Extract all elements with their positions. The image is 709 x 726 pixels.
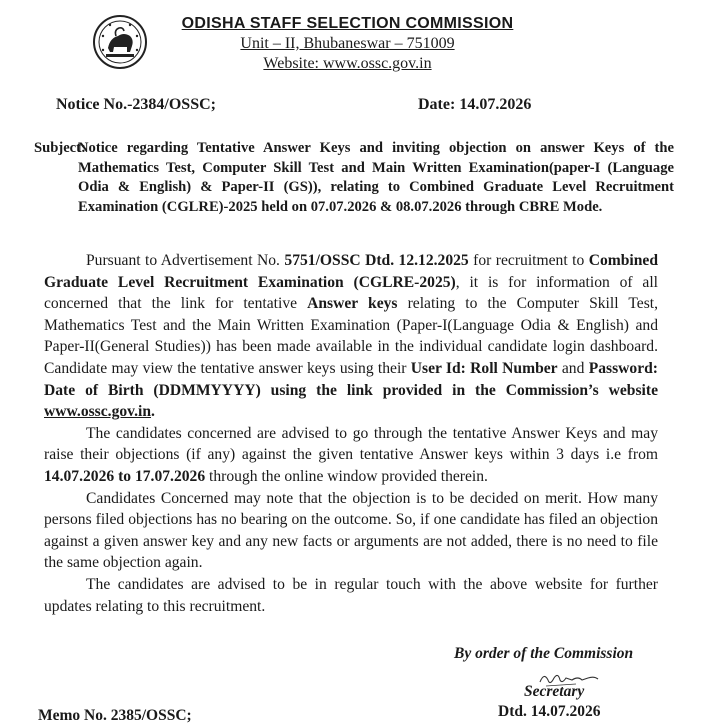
advertisement-reference: 5751/OSSC Dtd. 12.12.2025 [284, 252, 469, 269]
para2-text-1: The candidates concerned are advised to go through the tentative Answer Keys and may raise their objections (if any) against the given tentative Answer keys within 3 days i.e from [44, 424, 658, 464]
para1-text-5: and [557, 359, 589, 377]
answer-keys-term: Answer keys [307, 295, 398, 313]
paragraph-2 [44, 423, 658, 488]
user-id-instruction: User Id: Roll Number [410, 359, 558, 377]
memo-date: Dtd. 14.07.2026 [498, 703, 601, 720]
website-link[interactable]: www.ossc.gov.in [44, 403, 152, 421]
para1-period: . [151, 403, 155, 421]
password-instruction: Password: Date of Birth (DDMMYYYY) using the link provided in the Commission’s website [44, 359, 658, 399]
by-order-line: By order of the Commission [454, 645, 634, 662]
organisation-website[interactable]: Website: www.ossc.gov.in [263, 55, 432, 72]
organisation-name: ODISHA STAFF SELECTION COMMISSION [181, 15, 514, 32]
para1-text-3: , it is for information of all concerned that the link for tentative [44, 273, 658, 313]
para1-text-1: Pursuant to Advertisement No. [86, 252, 285, 269]
paragraph-1 [44, 250, 658, 423]
para2-text-2: through the online window provided therein. [205, 467, 488, 485]
designation: Secretary [524, 683, 585, 700]
memo-number: Memo No. 2385/OSSC; [38, 707, 192, 724]
subject-text: Notice regarding Tentative Answer Keys and inviting objection on answer Keys of the Mathematics Test, Computer Skill Test and Main Written Examination(paper-I (Language Odia & English) & Paper-II (GS)), relating to Combined Graduate Level Recruitment Examination (CGLRE)-2025 held on 07.07.2026 & 08.07.2026 through CBRE Mode. [78, 140, 674, 215]
notice-number: Notice No.-2384/OSSC; [56, 96, 216, 113]
para1-text-2: for recruitment to [468, 252, 589, 269]
notice-body [44, 250, 658, 617]
subject-label: Subject: [34, 140, 86, 156]
paragraph-3: Candidates Concerned may note that the objection is to be decided on merit. How many persons filed objections has no bearing on the outcome. So, if one candidate has filed an objection against a given answer key and any new facts or arguments are not added, there is no need to file the same objection again. [44, 489, 658, 572]
paragraph-4: The candidates are advised to be in regular touch with the above website for further updates relating to this recruitment. [44, 575, 658, 615]
exam-name: Combined Graduate Level Recruitment Examination (CGLRE-2025) [44, 252, 659, 291]
organisation-address: Unit – II, Bhubaneswar – 751009 [240, 35, 455, 52]
subject-block [34, 139, 674, 217]
notice-date: Date: 14.07.2026 [418, 96, 532, 113]
objection-window-dates: 14.07.2026 to 17.07.2026 [44, 467, 206, 485]
para1-text-4: relating to the Computer Skill Test, Mathematics Test and the Main Written Examination (Paper-I(Language Odia & English) and Paper-II(General Studies)) has been made available in the individual candidate login dashboard. Candidate may view the tentative answer keys using their [44, 295, 659, 377]
letterhead [165, 14, 530, 74]
odisha-state-emblem-icon [92, 14, 148, 70]
